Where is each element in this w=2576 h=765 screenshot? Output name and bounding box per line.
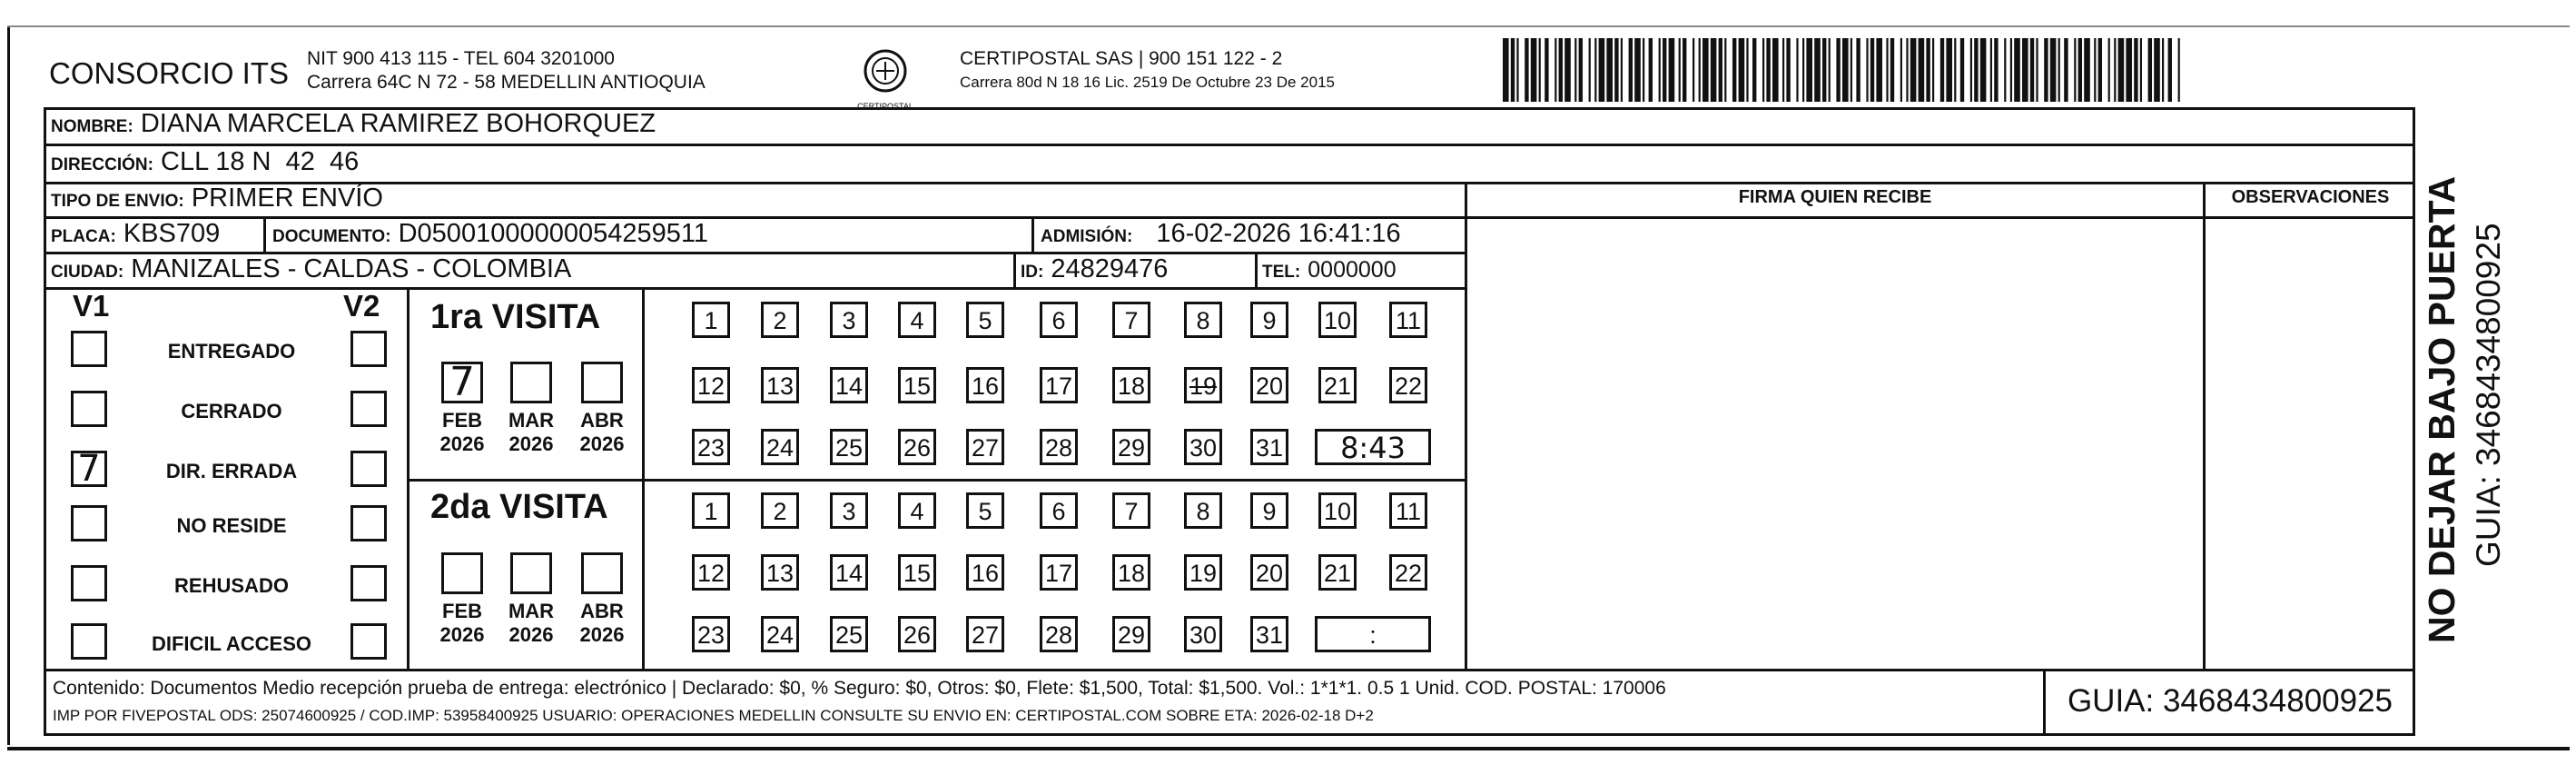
col-divider — [263, 216, 266, 253]
month-checkbox[interactable]: 7 — [441, 362, 483, 403]
observaciones-area[interactable] — [2206, 219, 2415, 669]
day-box[interactable]: 8 — [1184, 492, 1222, 529]
day-box[interactable]: 13 — [761, 367, 799, 403]
barcode-bar — [1634, 38, 1641, 102]
barcode-bar — [1866, 38, 1868, 102]
documento-label: DOCUMENTO: — [272, 227, 391, 246]
id-label: ID: — [1021, 263, 1044, 282]
v1-checkbox[interactable] — [71, 565, 107, 601]
barcode-bar — [2126, 38, 2132, 102]
day-box[interactable]: 5 — [966, 302, 1004, 338]
footer-imp: IMP POR FIVEPOSTAL ODS: 25074600925 / COD.IMP: 53958400925 USUARIO: OPERACIONES MEDELLIN CONSULTE SU ENVIO EN: CERTIPOSTAL.COM SOBRE ETA: 2026-02-18 D+2 — [53, 707, 1374, 724]
barcode-bar — [1621, 38, 1623, 102]
barcode-bar — [1886, 38, 1888, 102]
barcode-bar — [1746, 38, 1748, 102]
direccion-label: DIRECCIÓN: — [51, 155, 153, 174]
barcode-bar — [1564, 38, 1571, 102]
barcode-bar — [1762, 38, 1764, 102]
day-box[interactable]: 18 — [1112, 367, 1150, 403]
day-box[interactable]: 11 — [1389, 302, 1427, 338]
placa-value: KBS709 — [123, 219, 221, 248]
admision-label: ADMISIÓN: — [1041, 227, 1133, 246]
documento-field — [272, 219, 708, 249]
v2-checkbox[interactable] — [350, 505, 387, 541]
barcode-bar — [2118, 38, 2125, 102]
v1-checkbox[interactable] — [71, 331, 107, 367]
barcode-bar — [1994, 38, 1998, 102]
day-box[interactable]: 14 — [830, 367, 868, 403]
day-box[interactable]: 2 — [761, 492, 799, 529]
barcode-bar — [1719, 38, 1722, 102]
month-year: 2026 — [579, 623, 625, 646]
month-name: MAR — [508, 600, 555, 622]
v1-label: V1 — [73, 289, 110, 323]
barcode-bar — [1732, 38, 1736, 102]
day-box[interactable]: 23 — [692, 616, 730, 652]
day-box[interactable]: 1 — [692, 302, 730, 338]
day-box[interactable]: 6 — [1040, 492, 1078, 529]
barcode-bar — [1693, 38, 1694, 102]
barcode-bar — [2108, 38, 2110, 102]
company-address: Carrera 64C N 72 - 58 MEDELLIN ANTIOQUIA — [307, 72, 706, 93]
day-box[interactable]: 19 — [1184, 554, 1222, 591]
barcode-bar — [1559, 38, 1563, 102]
barcode-bar — [1679, 38, 1681, 102]
barcode-bar — [1663, 38, 1666, 102]
day-box[interactable]: 17 — [1040, 554, 1078, 591]
day-box[interactable]: 17 — [1040, 367, 1078, 403]
day-box[interactable]: 10 — [1318, 492, 1357, 529]
day-box[interactable]: 4 — [898, 302, 936, 338]
barcode-bar — [1802, 38, 1804, 102]
barcode-bar — [1643, 38, 1644, 102]
barcode-bar — [1503, 38, 1509, 102]
barcode-bar — [2148, 38, 2152, 102]
barcode-bar — [1932, 38, 1934, 102]
barcode-bar — [2162, 38, 2164, 102]
day-box[interactable]: 14 — [830, 554, 868, 591]
barcode-bar — [2004, 38, 2006, 102]
ciudad-label: CIUDAD: — [51, 263, 124, 282]
day-box[interactable]: 9 — [1250, 302, 1288, 338]
barcode-bar — [1910, 38, 1917, 102]
firma-label: FIRMA QUIEN RECIBE — [1738, 187, 1932, 207]
admision-value: 16-02-2026 16:41:16 — [1156, 219, 1401, 248]
barcode-bar — [1796, 38, 1798, 102]
barcode-bar — [2030, 38, 2034, 102]
day-box[interactable]: 7 — [1112, 302, 1150, 338]
certipostal-logo-icon — [858, 45, 913, 100]
month-year: 2026 — [508, 432, 554, 455]
barcode-bar — [1606, 38, 1613, 102]
month-name: ABR — [580, 409, 624, 432]
day-box[interactable]: 21 — [1318, 367, 1357, 403]
day-box[interactable]: 5 — [966, 492, 1004, 529]
barcode-bar — [1954, 38, 1956, 102]
day-box[interactable]: 18 — [1112, 554, 1150, 591]
barcode-bar — [2064, 38, 2068, 102]
day-box[interactable]: 8 — [1184, 302, 1222, 338]
company-nit: NIT 900 413 115 - TEL 604 3201000 — [307, 48, 615, 69]
day-box[interactable]: 20 — [1250, 554, 1288, 591]
direccion-field — [51, 147, 359, 177]
tipo-envio-field — [51, 184, 383, 214]
company-info — [307, 47, 706, 94]
day-box[interactable]: 13 — [761, 554, 799, 591]
col-divider — [1013, 252, 1016, 288]
day-box[interactable]: 29 — [1112, 616, 1150, 652]
barcode-bar — [1782, 38, 1784, 102]
month-label — [574, 409, 630, 456]
barcode-bar — [2154, 38, 2160, 102]
barcode-bar — [1739, 38, 1745, 102]
barcode-bar — [1836, 38, 1840, 102]
day-box[interactable]: 30 — [1184, 616, 1222, 652]
barcode-bar — [2078, 38, 2082, 102]
barcode-bar — [1589, 38, 1591, 102]
barcode-bar — [2178, 38, 2180, 102]
footer-contenido: Contenido: Documentos Medio recepción prueba de entrega: electrónico | Declarado: $0, % Seguro: $0, Otros: $0, Flete: $1,500, Total: $1,500. Vol.: 1*1*1. 0.5 1 Unid. COD. POSTAL: 170006 — [53, 678, 1666, 699]
barcode-bar — [1516, 38, 1518, 102]
barcode-bar — [2084, 38, 2090, 102]
barcode-bar — [2094, 38, 2096, 102]
certipostal-nit: CERTIPOSTAL SAS | 900 151 122 - 2 — [960, 48, 1283, 69]
month-year: 2026 — [579, 432, 625, 455]
month-name: ABR — [580, 600, 624, 622]
barcode-bar — [1525, 38, 1528, 102]
placa-field — [51, 219, 220, 249]
month-checkbox[interactable] — [581, 552, 623, 594]
v1-checkbox[interactable] — [71, 623, 107, 660]
barcode-bar — [1614, 38, 1618, 102]
row-divider — [44, 144, 2415, 146]
barcode — [1503, 38, 2182, 102]
day-box[interactable]: 29 — [1112, 429, 1150, 465]
barcode-bar — [2022, 38, 2028, 102]
day-box[interactable]: 20 — [1250, 367, 1288, 403]
day-box[interactable]: 23 — [692, 429, 730, 465]
barcode-bar — [1724, 38, 1726, 102]
barcode-bar — [1814, 38, 1821, 102]
day-box[interactable]: 2 — [761, 302, 799, 338]
barcode-bar — [1766, 38, 1770, 102]
day-box[interactable]: 21 — [1318, 554, 1357, 591]
month-checkbox[interactable] — [510, 362, 552, 403]
row-divider — [44, 287, 1465, 290]
barcode-bar — [2134, 38, 2137, 102]
month-year: 2026 — [439, 432, 485, 455]
barcode-bar — [1545, 38, 1548, 102]
v1-checkbox[interactable] — [71, 391, 107, 427]
time-box[interactable]: 8:43 — [1315, 429, 1431, 465]
status-option-label: REHUSADO — [174, 574, 289, 597]
no-dejar-bajo-puerta: NO DEJAR BAJO PUERTA — [2421, 175, 2462, 643]
status-option-label: ENTREGADO — [167, 340, 296, 363]
day-box[interactable]: 24 — [761, 616, 799, 652]
v2-checkbox[interactable] — [350, 565, 387, 601]
day-box[interactable]: 28 — [1040, 616, 1078, 652]
day-box[interactable]: 6 — [1040, 302, 1078, 338]
direccion-value: CLL 18 N 42 46 — [161, 147, 360, 176]
month-checkbox[interactable] — [441, 552, 483, 594]
row-divider — [44, 182, 2415, 184]
month-name: FEB — [442, 600, 482, 622]
day-box[interactable]: 12 — [692, 367, 730, 403]
page-top-border — [7, 25, 2570, 27]
barcode-bar — [1659, 38, 1661, 102]
footer-guia: GUIA: 3468434800925 — [2067, 683, 2393, 719]
day-box[interactable]: 3 — [830, 492, 868, 529]
status-option-label: CERRADO — [181, 400, 282, 422]
day-box[interactable]: 27 — [966, 616, 1004, 652]
day-box[interactable]: 15 — [898, 554, 936, 591]
day-box[interactable]: 22 — [1389, 554, 1427, 591]
day-box[interactable]: 11 — [1389, 492, 1427, 529]
barcode-bar — [1940, 38, 1944, 102]
barcode-bar — [1906, 38, 1908, 102]
nombre-value: DIANA MARCELA RAMIREZ BOHORQUEZ — [140, 109, 656, 138]
month-name: FEB — [442, 409, 482, 432]
barcode-bar — [1970, 38, 1972, 102]
day-box[interactable]: 12 — [692, 554, 730, 591]
barcode-bar — [1703, 38, 1709, 102]
day-box[interactable]: 4 — [898, 492, 936, 529]
barcode-bar — [1699, 38, 1701, 102]
barcode-bar — [1946, 38, 1952, 102]
day-box[interactable]: 7 — [1112, 492, 1150, 529]
barcode-bar — [1594, 38, 1596, 102]
barcode-bar — [1649, 38, 1653, 102]
day-box[interactable]: 22 — [1389, 367, 1427, 403]
tel-label: TEL: — [1262, 263, 1301, 282]
v2-checkbox[interactable] — [350, 391, 387, 427]
ciudad-field — [51, 254, 571, 284]
tel-value: 0000000 — [1308, 257, 1397, 283]
day-box[interactable]: 28 — [1040, 429, 1078, 465]
month-checkbox[interactable] — [510, 552, 552, 594]
barcode-bar — [2098, 38, 2102, 102]
barcode-bar — [1990, 38, 1992, 102]
barcode-bar — [2050, 38, 2057, 102]
nombre-field — [51, 109, 656, 139]
month-checkbox[interactable] — [581, 362, 623, 403]
v2-checkbox[interactable] — [350, 331, 387, 367]
row-divider — [44, 669, 2415, 671]
time-box[interactable]: : — [1315, 616, 1431, 652]
day-box[interactable]: 16 — [966, 554, 1004, 591]
month-name: MAR — [508, 409, 555, 432]
day-box[interactable]: 26 — [898, 429, 936, 465]
day-box[interactable]: 3 — [830, 302, 868, 338]
month-label — [434, 600, 490, 647]
barcode-bar — [1574, 38, 1576, 102]
barcode-bar — [1669, 38, 1675, 102]
day-box[interactable]: 10 — [1318, 302, 1357, 338]
v1-checkbox[interactable]: 7 — [71, 451, 107, 487]
barcode-bar — [1786, 38, 1790, 102]
month-label — [434, 409, 490, 456]
col-divider — [1255, 252, 1258, 288]
barcode-bar — [1511, 38, 1515, 102]
day-box[interactable]: 24 — [761, 429, 799, 465]
day-box[interactable]: 9 — [1250, 492, 1288, 529]
page-bottom-border — [7, 747, 2570, 750]
barcode-bar — [1974, 38, 1978, 102]
status-option-label: DIFICIL ACCESO — [151, 632, 311, 655]
first-visit-title: 1ra VISITA — [430, 298, 601, 336]
ciudad-value: MANIZALES - CALDAS - COLOMBIA — [131, 254, 572, 283]
side-guia: GUIA: 3468434800925 — [2470, 223, 2507, 567]
status-option-label: NO RESIDE — [176, 514, 287, 537]
tel-field — [1262, 254, 1397, 284]
month-label — [503, 600, 559, 647]
col-divider — [2043, 669, 2046, 736]
company-name: CONSORCIO ITS — [49, 56, 290, 90]
barcode-bar — [1926, 38, 1930, 102]
barcode-bar — [1752, 38, 1756, 102]
barcode-bar — [2014, 38, 2020, 102]
barcode-bar — [1851, 38, 1852, 102]
admision-field — [1041, 219, 1401, 249]
day-box[interactable]: 1 — [692, 492, 730, 529]
logo-caption: CERTIPOSTAL — [857, 102, 913, 111]
day-box[interactable]: 27 — [966, 429, 1004, 465]
barcode-bar — [1919, 38, 1925, 102]
barcode-bar — [1870, 38, 1874, 102]
day-box[interactable]: 25 — [830, 429, 868, 465]
certipostal-info — [960, 47, 1335, 94]
barcode-bar — [1683, 38, 1686, 102]
barcode-bar — [1554, 38, 1556, 102]
barcode-bar — [1876, 38, 1882, 102]
barcode-bar — [2074, 38, 2076, 102]
barcode-bar — [2140, 38, 2142, 102]
signature-area[interactable] — [1467, 219, 2203, 669]
day-box[interactable]: 31 — [1250, 429, 1288, 465]
barcode-bar — [2044, 38, 2048, 102]
day-box[interactable]: 15 — [898, 367, 936, 403]
v2-checkbox[interactable] — [350, 623, 387, 660]
barcode-bar — [1629, 38, 1633, 102]
barcode-bar — [1531, 38, 1537, 102]
barcode-bar — [1539, 38, 1541, 102]
id-value: 24829476 — [1051, 254, 1169, 283]
page-left-border — [7, 25, 10, 745]
documento-value: D05001000000054259511 — [398, 219, 708, 248]
barcode-bar — [1960, 38, 1964, 102]
barcode-bar — [1822, 38, 1826, 102]
barcode-bar — [1842, 38, 1849, 102]
barcode-bar — [2168, 38, 2172, 102]
barcode-bar — [1829, 38, 1831, 102]
status-option-label: DIR. ERRADA — [165, 460, 298, 482]
barcode-bar — [1599, 38, 1605, 102]
barcode-bar — [2058, 38, 2060, 102]
v2-checkbox[interactable] — [350, 451, 387, 487]
barcode-bar — [2010, 38, 2012, 102]
month-label — [574, 600, 630, 647]
id-field — [1021, 254, 1168, 284]
month-label — [503, 409, 559, 456]
month-year: 2026 — [439, 623, 485, 646]
month-year: 2026 — [508, 623, 554, 646]
barcode-bar — [1856, 38, 1860, 102]
observaciones-label: OBSERVACIONES — [2231, 187, 2390, 207]
day-box[interactable]: 16 — [966, 367, 1004, 403]
barcode-bar — [2036, 38, 2038, 102]
tipo-envio-value: PRIMER ENVÍO — [191, 184, 383, 213]
barcode-bar — [1806, 38, 1812, 102]
barcode-bar — [2114, 38, 2116, 102]
v1-checkbox[interactable] — [71, 505, 107, 541]
day-box[interactable]: 31 — [1250, 616, 1288, 652]
visit-divider — [407, 479, 1465, 482]
day-box[interactable]: 25 — [830, 616, 868, 652]
barcode-bar — [1980, 38, 1987, 102]
second-visit-title: 2da VISITA — [430, 488, 608, 526]
barcode-bar — [1772, 38, 1779, 102]
col-divider — [1031, 216, 1034, 253]
tipo-envio-label: TIPO DE ENVIO: — [51, 192, 184, 211]
barcode-bar — [1579, 38, 1583, 102]
day-box[interactable]: 30 — [1184, 429, 1222, 465]
v2-label: V2 — [343, 289, 380, 323]
barcode-bar — [1711, 38, 1717, 102]
placa-label: PLACA: — [51, 227, 116, 246]
day-box[interactable]: 26 — [898, 616, 936, 652]
certipostal-address: Carrera 80d N 18 16 Lic. 2519 De Octubre 23 De 2015 — [960, 74, 1335, 91]
nombre-label: NOMBRE: — [51, 117, 133, 136]
day-box[interactable]: 19 — [1184, 367, 1222, 403]
barcode-bar — [1900, 38, 1902, 102]
barcode-bar — [1890, 38, 1894, 102]
